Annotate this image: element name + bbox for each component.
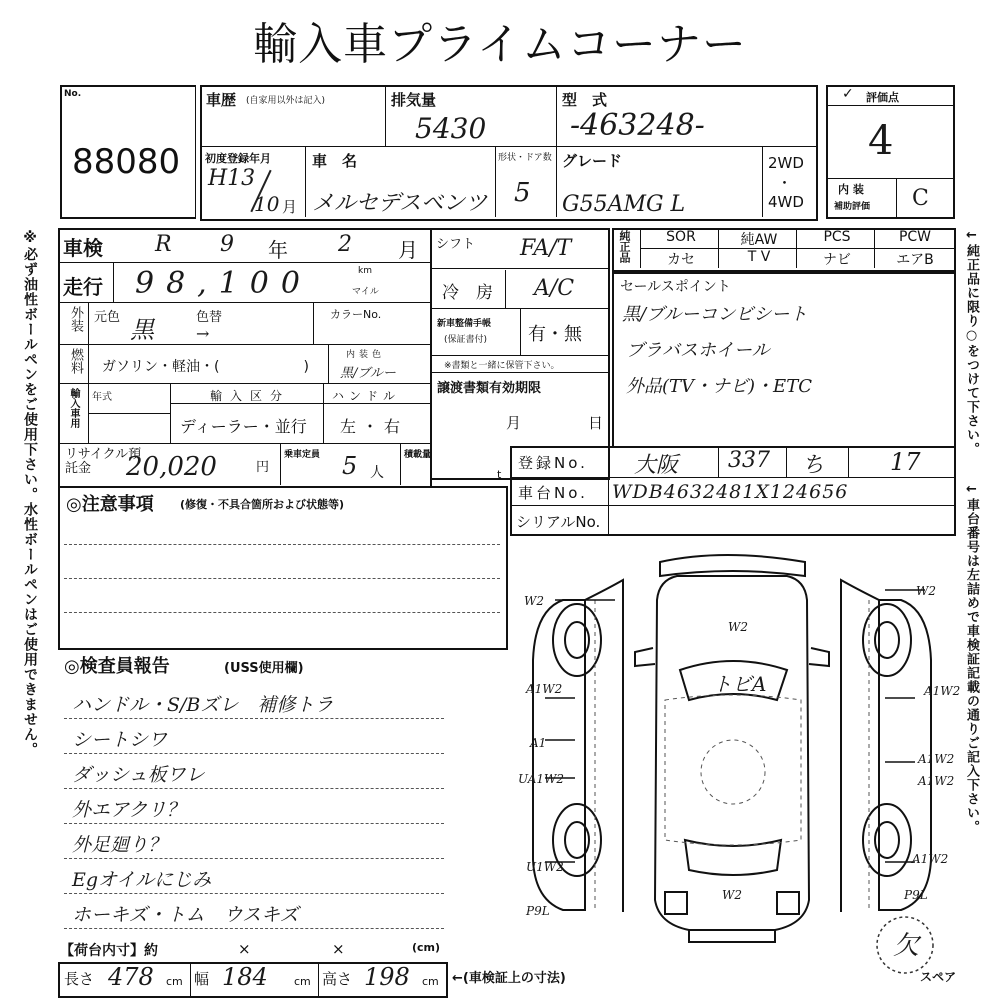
drive-dot: ・ [777,174,793,192]
chassis-value: WDB4632481X124656 [612,481,849,503]
cargo-unit: (cm) [412,941,441,954]
inspection-label: 車検 [63,236,103,260]
maint-book-sub: (保証書付) [444,335,488,345]
right-vertical-note-1: ←純正品に限り○をつけて下さい。 [964,228,979,456]
orig-color-value: 黒 [130,316,154,344]
mileage-unit-mile: マイル [352,287,379,297]
genuine-item-5[interactable]: T V [747,249,771,265]
report-rule [64,893,444,894]
report-line: シートシワ [72,729,168,751]
serial-label: シリアルNo. [516,513,601,531]
height-value: 198 [364,963,410,991]
genuine-item-4[interactable]: カセ [667,252,695,268]
interior-value: C [912,186,929,211]
check-icon: ✓ [842,86,854,102]
model-value: -463248- [570,108,705,143]
height-unit: cm [422,975,439,988]
length-unit: cm [166,975,183,988]
damage-mark: W2 [524,594,544,608]
genuine-item-2[interactable]: PCS [823,229,851,245]
capacity-unit: 人 [370,465,384,481]
damage-mark: A1W2 [918,752,955,766]
right-vertical-note-2: ←車台番号は左詰めで車検証記載の通りご記入下さい。 [964,482,979,834]
first-reg-label: 初度登録年月 [205,152,271,165]
damage-mark: P9L [904,888,928,902]
registration-kana: ち [802,453,825,478]
shift-label: シフト [436,237,476,252]
score-value: 4 [868,118,894,164]
maint-book-note: ※書類と一緒に保管下さい。 [444,361,560,371]
report-line: ダッシュ板ワレ [72,764,205,786]
first-reg-year: H13 [208,166,256,191]
inspection-month: 2 [338,232,352,257]
page-title: 輸入車プライムコーナー [253,19,747,70]
doors-label: 形状・ドア数 [498,153,552,163]
import-label: 輸入車用 [68,388,79,428]
recycle-value: 20,020 [126,452,217,482]
drive-2wd[interactable]: 2WD [768,154,804,172]
repaint-label: 色替 [196,310,223,325]
no-value: 88080 [72,142,181,182]
first-reg-month: 10 [254,192,280,216]
genuine-item-0[interactable]: SOR [666,229,696,245]
report-rule [64,753,444,754]
damage-mark: A1W2 [526,682,563,696]
aircon-label: 冷 房 [442,283,493,303]
model-label: 型 式 [562,91,608,109]
damage-mark: A1 [530,736,547,750]
import-category-value[interactable]: ディーラー・並行 [180,417,307,436]
width-unit: cm [294,975,311,988]
no-label: No. [64,89,82,99]
damage-mark: A1W2 [912,852,949,866]
maint-book-value[interactable]: 有・無 [528,324,582,345]
notes-label: ◎注意事項 [66,494,154,515]
transfer-docs-label: 譲渡書類有効期限 [437,381,542,396]
damage-mark: A1W2 [924,684,961,698]
inspection-era: R [155,232,172,257]
inspection-year: 9 [220,232,234,257]
report-rule [64,718,444,719]
handle-value[interactable]: 左・右 [340,417,407,436]
width-label: 幅 [194,970,210,988]
damage-mark: A1W2 [918,774,955,788]
sales-point-3: 外品(TV・ナビ)・ETC [626,376,812,397]
report-rule [64,788,444,789]
capacity-value: 5 [342,452,358,480]
recycle-unit: 円 [256,460,270,475]
load-unit: t [497,468,502,481]
grade-label: グレード [562,152,623,170]
report-rule [64,823,444,824]
interior-sub: 補助評価 [834,202,871,212]
displacement-label: 排気量 [391,91,437,109]
report-line: Egオイルにじみ [72,869,212,891]
length-value: 478 [108,963,154,991]
damage-mark: W2 [722,888,742,902]
sales-point-2: ブラバスホイール [626,340,770,361]
history-label: 車歴 [206,91,237,109]
history-note: (自家用以外は記入) [246,96,326,106]
width-value: 184 [222,963,268,991]
color-no-label: カラーNo. [330,308,382,321]
fuel-label: 燃料 [68,348,83,374]
damage-mark: トビA [712,672,767,696]
doors-value: 5 [514,178,531,208]
spare-symbol: 欠 [893,931,920,961]
chassis-label: 車台No. [518,484,588,502]
report-line: ハンドル・S/Bズレ 補修トラ [72,694,334,716]
interior-color-label: 内装色 [346,350,386,360]
drive-4wd[interactable]: 4WD [768,193,804,211]
score-label: 評価点 [866,91,899,104]
maint-book-label: 新車整備手帳 [437,319,492,329]
shift-value: FA/T [520,236,572,261]
report-line: 外エアクリ？ [72,799,186,821]
damage-mark: W2 [916,584,936,598]
genuine-item-6[interactable]: ナビ [823,252,851,268]
inspection-year-unit: 年 [268,238,288,262]
damage-mark: U1W2 [526,860,564,874]
genuine-item-3[interactable]: PCW [898,229,932,245]
cargo-x1: × [238,940,251,958]
report-sub: (USS使用欄) [224,661,304,676]
notes-sub: (修復・不具合箇所および状態等) [180,498,345,511]
cargo-label: 【荷台内寸】約 [60,943,158,959]
fuel-value: ガソリン・軽油・( ) [102,359,309,375]
report-rule [64,928,444,929]
height-label: 高さ [322,970,353,988]
registration-region: 大阪 [634,453,679,478]
displacement-value: 5430 [415,112,487,145]
grade-value: G55AMG L [562,192,686,217]
orig-color-label: 元色 [94,310,121,325]
report-line: ホーキズ・トム ウスキズ [72,904,299,926]
import-year-label: 年式 [92,392,112,403]
mileage-label: 走行 [63,275,103,299]
cargo-x2: × [332,940,345,958]
left-vertical-note: ※必ず油性ボールペンをご使用下さい。水性ボールペンはご使用できません。 [22,230,38,757]
damage-mark: UA1W2 [518,772,565,786]
repaint-value: → [196,324,210,343]
load-label: 積載量 [404,450,432,460]
handle-label: ハンドル [332,389,401,403]
interior-color-value: 黒/ブルー [340,366,396,381]
damage-mark: W2 [728,620,748,634]
mileage-unit-km: km [358,266,372,276]
first-reg-month-unit: 月 [282,198,298,216]
inspection-month-unit: 月 [398,238,418,262]
registration-label: 登録No. [518,454,588,472]
spare-label: スペア [920,970,957,984]
exterior-label: 外装 [68,306,83,332]
report-rule [64,858,444,859]
aircon-value: A/C [534,276,575,301]
dims-note: ←(車検証上の寸法) [452,971,566,986]
recycle-label: リサイクル預託金 [65,447,142,476]
car-name-label: 車 名 [312,152,358,170]
capacity-label: 乗車定員 [284,450,321,460]
damage-mark: P9L [526,904,550,918]
transfer-docs-month: 月 [506,414,522,432]
report-line: 外足廻り？ [72,834,168,856]
mileage-value: 98,100 [135,266,312,301]
report-label: ◎検査員報告 [64,656,170,677]
registration-class: 337 [728,448,770,473]
sales-points-label: セールスポイント [620,279,731,295]
genuine-label: 純正品 [618,230,631,263]
registration-number: 17 [890,448,921,476]
import-category-label: 輸入区分 [210,389,291,403]
genuine-item-1[interactable]: 純AW [740,232,778,248]
length-label: 長さ [64,970,95,988]
interior-label: 内 装 [838,183,864,196]
genuine-item-7[interactable]: エアB [896,252,934,268]
sales-point-1: 黒/ブルーコンビシート [622,304,808,325]
transfer-docs-day: 日 [588,414,604,432]
car-name-value: メルセデスベンツ [312,191,488,216]
